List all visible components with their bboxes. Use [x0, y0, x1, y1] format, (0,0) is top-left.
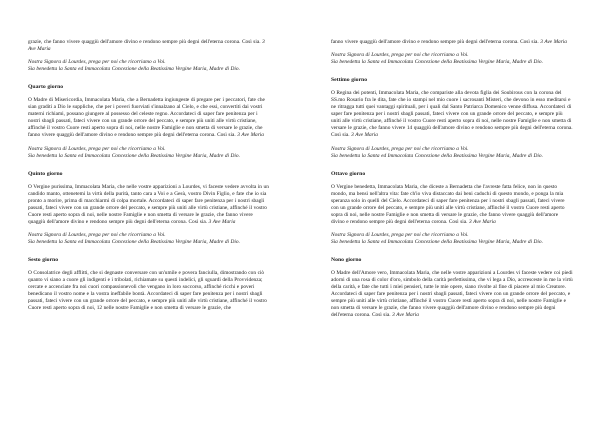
day-6-prayer: O Consolatrice degli afflitti, che si degnaste conversare con un'umile e povera fanciulla, dimostrando con ciò quanto vi siano a cuore gli indigenti e i tribolati, richiamate su questi indelici, gli sguardi della Provvidenza; cercate e accenciate fra noi cuori compassionevoli che vengano in loro soccorso, affinché ricchi e poveri benedicano il vostro nome e la vostra ineffabile bontà. Accordateci di saper fare penitenza per i nostri sbagli passati, fateci vivere con un grande orrore del peccato, e sempre più uniti alle virtù cristiane, affinché il vostro Cuore resti aperto sopra di noi, 12 nelle nostre Famiglie e non smetta di versare le grazie, che: [28, 270, 267, 312]
invocation-benedetta: Sia benedetta la Santa ed Immacolata Concezione della Beatissima Vergine Maria, Madre di Dio.: [28, 238, 240, 245]
ave-maria-label: 3 Ave Maria: [28, 39, 265, 53]
day-5-prayer: O Vergine purissima, Immacolata Maria, che nelle vostre apparizioni a Lourdes, vi faceste vedere avvolta in un candido manto, ottenetemi la virtù della purità, tanto cara a Voi e a Gesù, vostro Divin Figlio, e fate che io sia pronto a morire, prima di macchiarmi di colpa mortale. Accordateci di saper fare penitenza per i nostri sbagli passati, fateci vivere con un grande orrore del peccato, e sempre più uniti alle virtù cristiane, affinché il vostro Cuore resti aperto sopra di noi, nelle nostre Famiglie e non smetta di versare le grazie, che fanno vivere quaggiù dell'amore divino e rendono sempre più degni dell'eterna corona. Così sia. 3 Ave Maria: [28, 183, 269, 225]
ave-maria-label: 3 Ave Maria: [237, 132, 264, 139]
day-7-prayer: O Regina dei potenti, Immacolata Maria, che compariste alla devota figlia dei Soubirous con la corona del SS.mo Rosario fra le dita, fate che io stampi nel mio cuore i sacrosanti Misteri, che devono in esso meditarsi e ne ritragga tutti quei vantaggi spirituali, per i quali dal Santo Patriarca Domenico venne diffusa. Accordateci di saper fare penitenza per i nostri sbagli passati, fateci vivere con un grande orrore del peccato, e sempre più uniti alle virtù cristiane, affinché il vostro Cuore resti aperto sopra di noi, nelle nostre Famiglie e non smetta di versare le grazie, che fanno vivere 14 quaggiù dell'amore divino e rendono sempre più degni dell'eterna corona. Così sia. 3 Ave Maria: [331, 90, 573, 139]
invocation-benedetta: Sia benedetta la Santa ed Immacolata Concezione della Beatissima Vergine Maria, Madre di Dio.: [28, 66, 240, 73]
invocation-lourdes: Nostra Signora di Lourdes, prega per noi che ricorriamo a Voi.: [331, 231, 469, 238]
invocation-lourdes: Nostra Signora di Lourdes, prega per noi che ricorriamo a Voi.: [28, 59, 166, 66]
ave-maria-label: 3 Ave Maria: [208, 218, 236, 225]
ave-maria-label: 3 Ave Maria: [392, 312, 419, 319]
ave-maria-label: 3 Ave Maria: [469, 218, 496, 225]
day-9-heading: Nono giorno: [331, 257, 362, 264]
invocation-benedetta: Sia benedetta la Santa ed Immacolata Concezione della Beatissima Vergine Maria, Madre di Dio.: [28, 152, 240, 159]
day-4-prayer: O Madre di Misericordia, Immacolata Maria, che a Bernadetta ingiungeste di pregare per i peccatori, fate che sian graditi a Dio le suppliche, che per i poveri fuorviati s'innalzano al Cielo, e che essi, convertiti dai vostri materni richiami, possano giungere al possesso del celeste regno. Accordateci di saper fare penitenza per i nostri sbagli passati, fateci vivere con un grande orrore del peccato, e sempre più uniti alle virtù cristiane, affinché il vostro Cuore resti aperto sopra di noi, nelle nostre Famiglie e non smetta di versare le grazie, che fanno vivere quaggiù dell'amore divino e rendono sempre più degni dell'eterna corona. Così sia. 3 Ave Maria: [28, 97, 265, 139]
invocation-benedetta: Sia benedetta la Santa ed Immacolata Concezione della Beatissima Vergine Maria, Madre di Dio.: [331, 238, 543, 245]
invocation-benedetta: Sia benedetta la Santa ed Immacolata Concezione della Beatissima Vergine Maria, Madre di Dio.: [331, 152, 543, 159]
left-column: [28, 39, 270, 312]
ave-maria-label: 3 Ave Maria: [351, 132, 378, 139]
invocation-lourdes: Nostra Signora di Lourdes, prega per noi che ricorriamo a Voi.: [331, 52, 469, 59]
day-6-heading: Sesto giorno: [28, 257, 59, 264]
day-5-heading: Quinto giorno: [28, 170, 63, 177]
invocation-lourdes: Nostra Signora di Lourdes, prega per noi che ricorriamo a Voi.: [331, 145, 469, 152]
day-8-prayer: O Vergine benedetta, Immacolata Maria, che diceste a Bernadetta che l'avreste fatta felice, non in questo mondo, ma bensì nell'altra vita: fate ch'io viva distaccato dai beni caduchi di questo mondo, e ponga la mia speranza solo in quelli del Cielo. Accordateci di saper fare penitenza per i nostri sbagli passati, fateci vivere con un grande orrore del peccato, e sempre più uniti alle virtù cristiane, affinché il vostro Cuore resti aperto sopra di noi, nelle nostre Famiglie e non smetta di versare le grazie, che fanno vivere quaggiù dell'amore divino e rendono sempre più degni dell'eterna corona. Così sia. 3 Ave Maria: [331, 183, 565, 225]
day-4-heading: Quarto giorno: [28, 84, 64, 91]
paragraph-continuation: grazie, che fanno vivere quaggiù dell'amore divino e rendono sempre più degni dell'eterna corona. Così sia. 3 Ave Maria: [28, 39, 265, 53]
invocation-benedetta: Sia benedetta la Santa ed Immacolata Concezione della Beatissima Vergine Maria, Madre di Dio.: [331, 59, 543, 66]
invocation-lourdes: Nostra Signora di Lourdes, prega per noi che ricorriamo a Voi.: [28, 145, 166, 152]
right-column: [331, 39, 573, 319]
ave-maria-label: 3 Ave Maria: [540, 39, 567, 45]
day-8-heading: Ottavo giorno: [331, 170, 366, 177]
day-9-prayer: O Madre dell'Amore vero, Immacolata Maria, che nelle vostre apparizioni a Lourdes vi faceste vedere coi piedi adorni di una rosa di color d'oro, simbolo della carità perfettissima, che vi lega a Dio, accresceste in me la virtù della carità, e fate che tutti i miei pensieri, tutte le mie opere, siano rivolte al fine di piacere al mio Creatore. Accordateci di saper fare penitenza per i nostri sbagli passati, fateci vivere con un grande orrore del peccato, e sempre più uniti alle virtù cristiane, affinché il vostro Cuore resti aperto sopra di noi, nelle nostre Famiglie e non smetta di versare le grazie, che fanno vivere quaggiù dell'amore divino e rendono sempre più degni dell'eterna corona. Così sia. 3 Ave Maria: [331, 270, 573, 319]
invocation-lourdes: Nostra Signora di Lourdes, prega per noi che ricorriamo a Voi.: [28, 231, 166, 238]
day-7-heading: Settimo giorno: [331, 77, 368, 84]
paragraph-continuation: fanno vivere quaggiù dell'amore divino e rendono sempre più degni dell'eterna corona. Così sia. 3 Ave Maria: [331, 39, 567, 45]
